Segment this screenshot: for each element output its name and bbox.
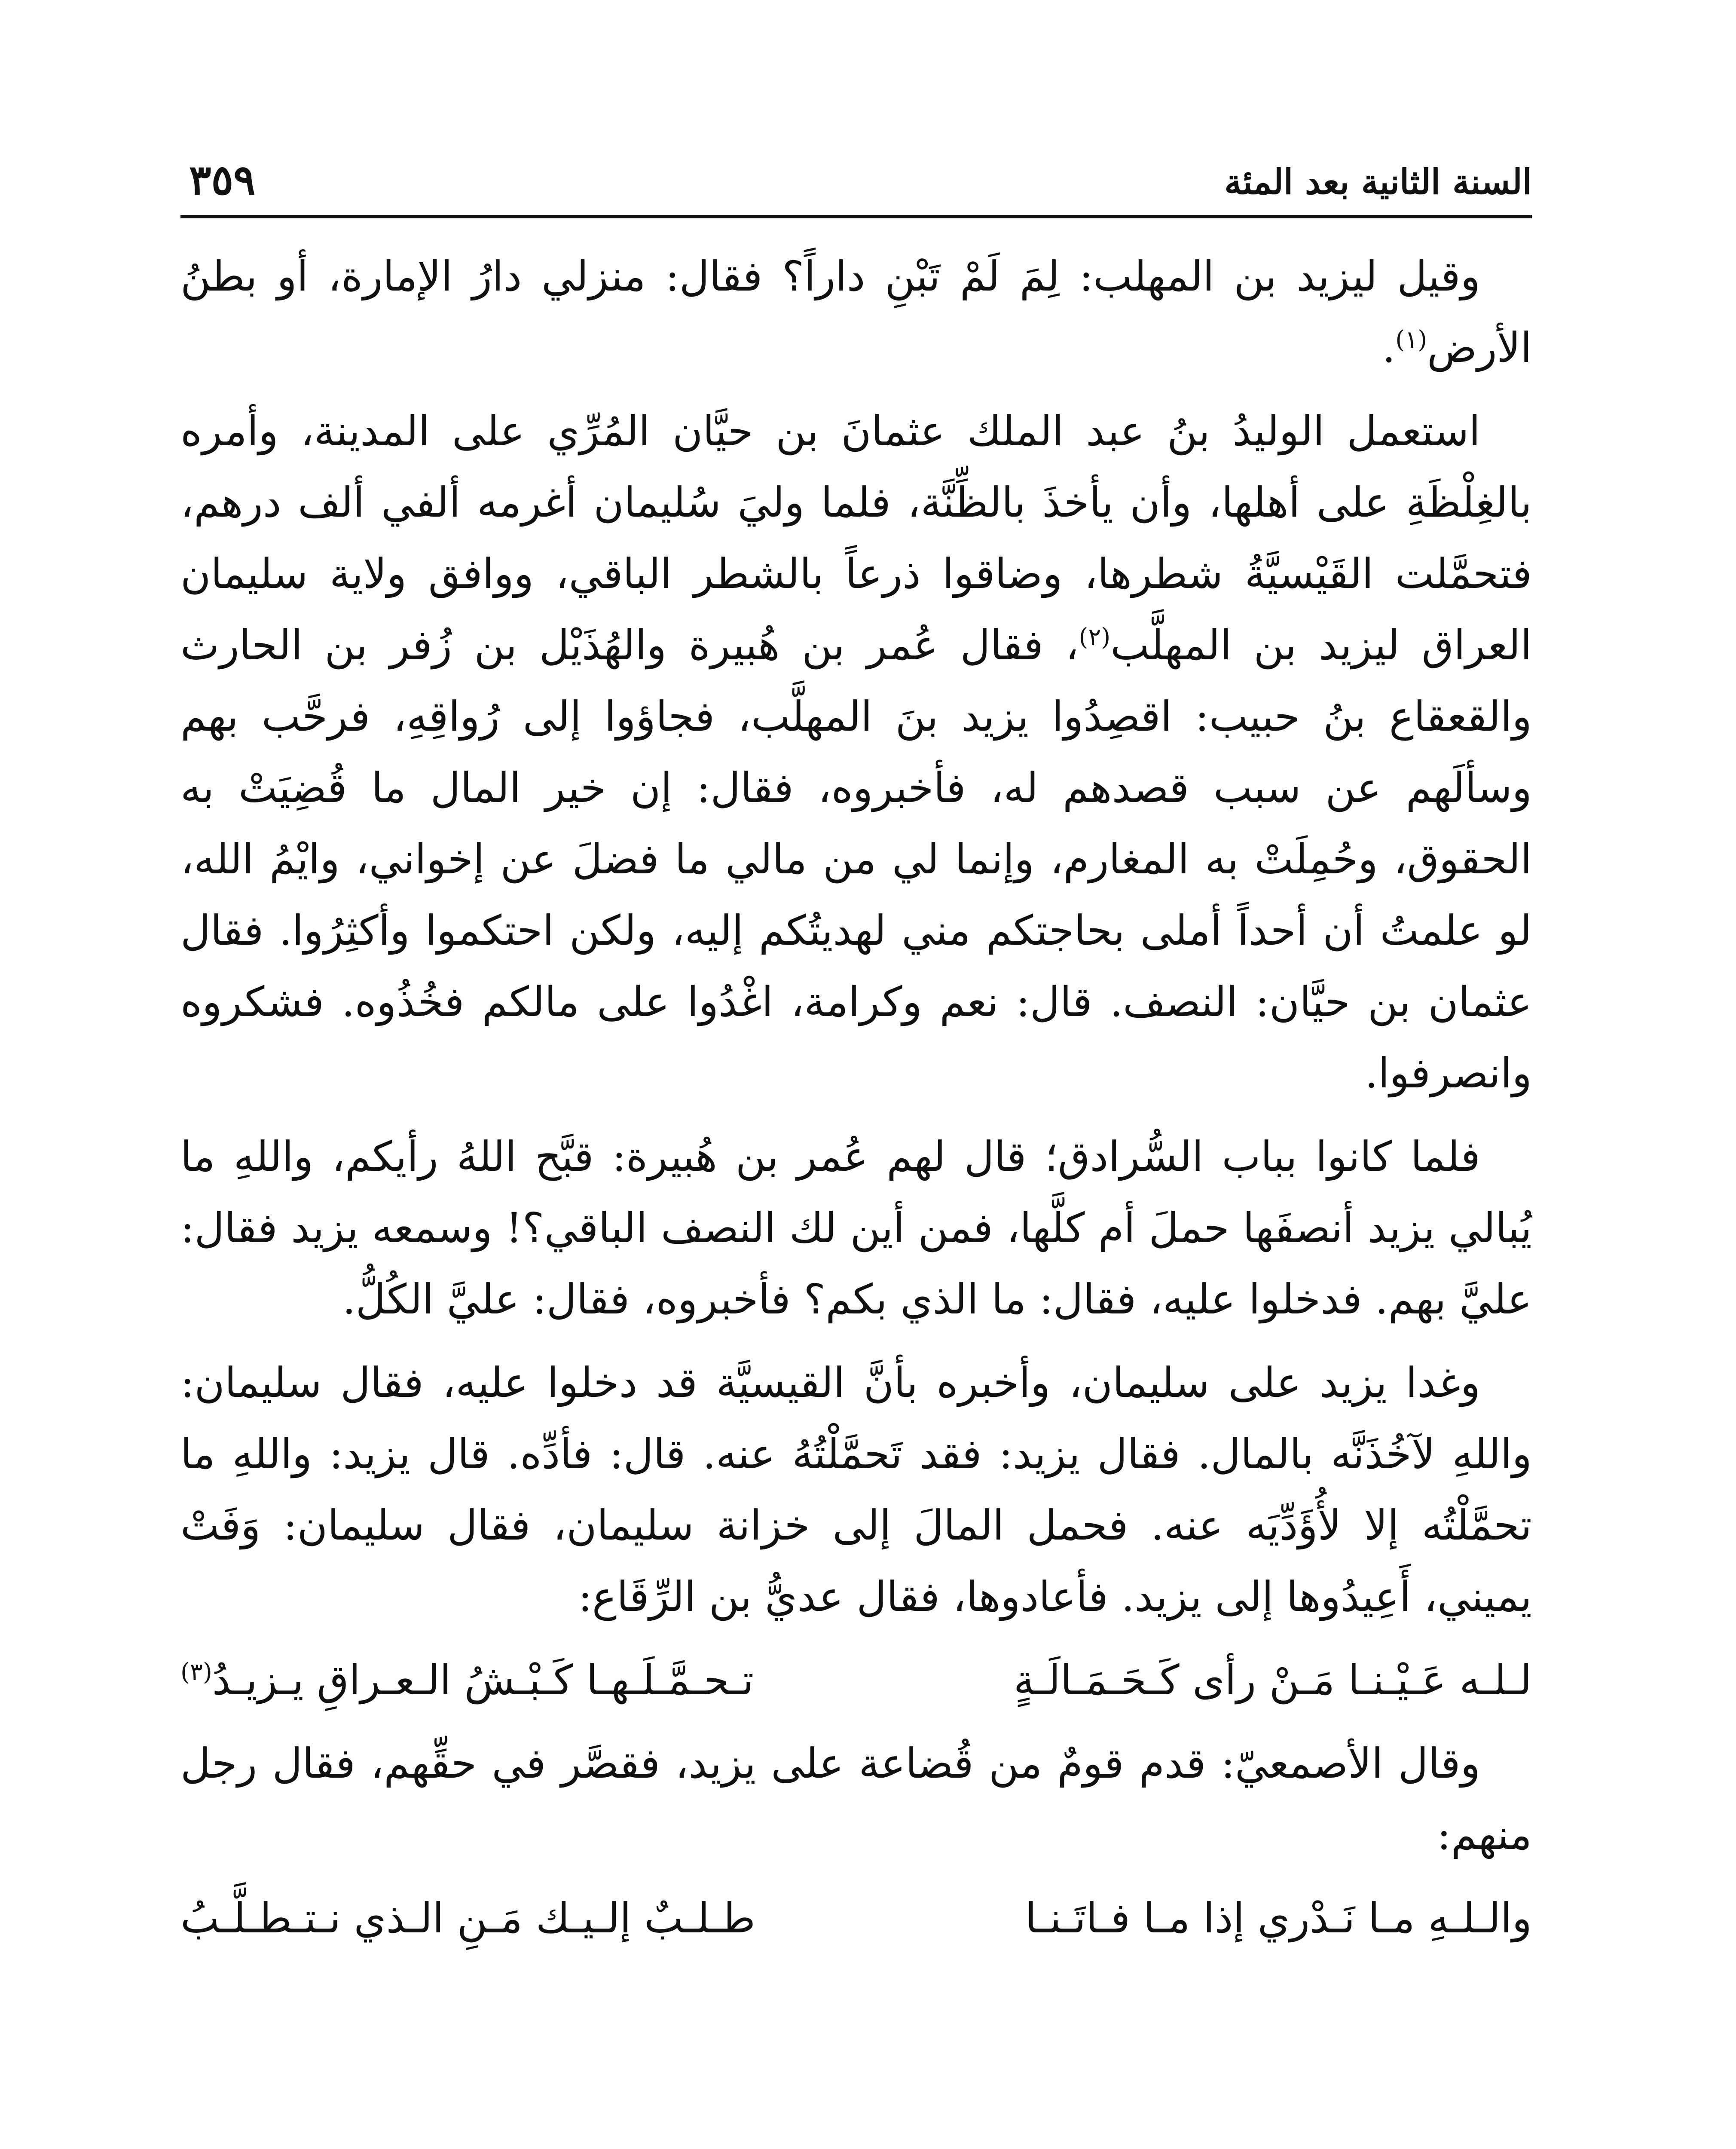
verse-1-first-hemistich: لـلـه عَـيْـنـا مَـنْ رأى كَـحَـمَـالَـةٍ	[1013, 1656, 1532, 1704]
paragraph-1-end: .	[1382, 324, 1396, 372]
footnote-ref-1: (١)	[1395, 326, 1427, 354]
verse-2-second-hemistich: طـلـبٌ إلـيـك مَـنِ الـذي نـتـطـلَّـبُ	[180, 1894, 755, 1942]
paragraph-1	[180, 241, 1532, 383]
paragraph-4: وغدا يزيد على سليمان، وأخبره بأنَّ القيسيَّة قد دخلوا عليه، فقال سليمان: واللهِ لآخُذَنَّه بالمال. فقال يزيد: فقد تَحمَّلْتُهُ عنه. قال: فأدِّه. قال يزيد: واللهِ ما تحمَّلْتُه إلا لأُؤَدِّيَه عنه. فحمل المالَ إلى خزانة سليمان، فقال سليمان: وَفَتْ يميني، أَعِيدُوها إلى يزيد. فأعادوها، فقال عديُّ بن الرِّقَاع:	[180, 1359, 1532, 1621]
footnote-ref-3: (٣)	[180, 1658, 212, 1686]
paragraph-2	[180, 395, 1532, 1109]
main-text	[180, 241, 1532, 1966]
verse-2-first-hemistich: والـلـهِ مـا نَـدْري إذا مـا فـاتَـنـا	[1025, 1894, 1532, 1942]
paragraph-2-text: استعمل الوليدُ بنُ عبد الملك عثمانَ بن حيَّان المُرِّي على المدينة، وأمره بالغِلْظَةِ على أهلها، وأن يأخذَ بالظِّنَّة، فلما وليَ سُليمان أغرمه ألفي ألف درهم، فتحمَّلت القَيْسيَّةُ شطرها، وضاقوا ذرعاً بالشطر الباقي، ووافق ولاية سليمان العراق ليزيد بن المهلَّب	[180, 407, 1532, 669]
paragraph-1-text: وقيل ليزيد بن المهلب: لِمَ لَمْ تَبْنِ داراً؟ فقال: منزلي دارُ الإمارة، أو بطنُ الأرض	[180, 252, 1532, 372]
page-number: ٣٥٩	[189, 156, 256, 204]
verse-1	[180, 1644, 1532, 1716]
verse-2	[180, 1883, 1532, 1954]
running-title: السنة الثانية بعد المئة	[1224, 162, 1532, 202]
page-header	[180, 129, 1532, 218]
paragraph-2-rest: ، فقال عُمر بن هُبيرة والهُذَيْل بن زُفر بن الحارث والقعقاع بنُ حبيب: اقصِدُوا يزيد بنَ المهلَّب، فجاؤوا إلى رُواقِهِ، فرحَّب بهم وسألَهم عن سبب قصدهم له، فأخبروه، فقال: إن خير المال ما قُضِيَتْ به الحقوق، وحُمِلَتْ به المغارم، وإنما لي من مالي ما فضلَ عن إخواني، وايْمُ الله، لو علمتُ أن أحداً أملى بحاجتكم مني لهديتُكم إليه، ولكن احتكموا وأكثِرُوا. فقال عثمان بن حيَّان: النصف. قال: نعم وكرامة، اغْدُوا على مالكم فخُذُوه. فشكروه وانصرفوا.	[180, 621, 1532, 1097]
verse-1-second-hemistich-wrap	[180, 1644, 754, 1716]
verse-1-second-hemistich: تـحـمَّـلَـهـا كَـبْـشُ الـعـراقِ يـزيـدُ	[212, 1656, 754, 1704]
footnote-ref-2: (٢)	[1079, 623, 1111, 651]
paragraph-3: فلما كانوا بباب السُّرادق؛ قال لهم عُمر بن هُبيرة: قبَّح اللهُ رأيكم، واللهِ ما يُبالي يزيد أنصفَها حملَ أم كلَّها، فمن أين لك النصف الباقي؟! وسمعه يزيد فقال: عليَّ بهم. فدخلوا عليه، فقال: ما الذي بكم؟ فأخبروه، فقال: عليَّ الكُلُّ.	[180, 1133, 1532, 1323]
paragraph-5: وقال الأصمعيّ: قدم قومٌ من قُضاعة على يزيد، فقصَّر في حقِّهم، فقال رجل منهم:	[180, 1739, 1532, 1859]
